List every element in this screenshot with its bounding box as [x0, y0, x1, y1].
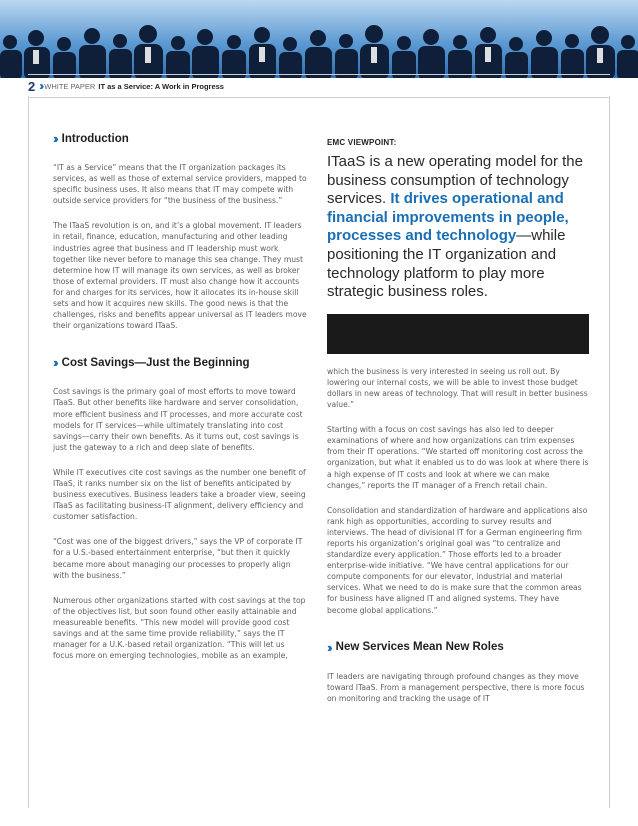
paragraph: Consolidation and standardization of hardware and applications also rank high as opportunities, according to survey results and interviews. The head of divisional IT for a German engineering firm reports his organization’s original goal was “to centralize and standardize every application.” Those efforts led to a broader enterprise-wide initiative. “We have central applications for our compute components for our elevator, industrial and material services. What we need to do is make sure that the common areas for business have aligned IT and aligned systems. They have become global applications.” [327, 505, 588, 615]
paragraph: Cost savings is the primary goal of most efforts to move toward ITaaS. But other benefits like hardware and server consolidation, more efficient business and IT processes, and more accurate cost models for IT services—while ultimately translating into cost savings—carry their own benefits. As it turns out, cost savings is just the gateway to a rich and deep slate of benefits. [53, 387, 303, 452]
double-chevron-icon: ›› [327, 639, 330, 655]
paragraph: IT leaders are navigating through profound changes as they move toward ITaaS. From a management perspective, there is more focus on monitoring and tracking the usage of IT [327, 671, 585, 703]
section-heading-cost-savings [53, 355, 307, 370]
section-heading-text: Introduction [61, 132, 129, 145]
paragraph: which the business is very interested in seeing us roll out. By lowering our internal costs, we will be able to invest those budget dollars in new areas of technology. That will result in better business value.” [327, 366, 588, 410]
viewpoint-text: —while positioning the IT organization and technology platform to play more strategic business roles. [327, 227, 566, 301]
viewpoint-text: ITaaS is a new operating model for the business consumption of technology services. [327, 153, 583, 208]
left-column [53, 131, 307, 675]
header-label: WHITE PAPER [44, 81, 96, 91]
section-heading-text: Cost Savings—Just the Beginning [61, 356, 250, 369]
frame-line-right [609, 96, 610, 808]
section-heading-new-services [327, 640, 589, 655]
section-heading-text: New Services Mean New Roles [335, 641, 504, 654]
double-chevron-icon: ›› [39, 79, 42, 93]
document-title: IT as a Service: A Work in Progress [98, 81, 224, 91]
paragraph: “Cost was one of the biggest drivers,” says the VP of corporate IT for a U.S.-based entertainment enterprise, “but then it quickly became more about managing our processes to properly align with the business.” [53, 537, 303, 580]
paragraph: Starting with a focus on cost savings has also led to deeper examinations of where and how organizations can trim expenses from their IT operations. “We started off monitoring cost across the organization, but what it enabled us to do was look at where there is a high expense of IT costs and look at where we can make changes,” reports the IT manager of a French retail chain. [327, 425, 589, 490]
double-chevron-icon: ›› [53, 355, 56, 371]
right-column [327, 138, 589, 718]
page-number: 2 [28, 78, 36, 94]
header-banner-image [0, 0, 638, 78]
paragraph: The ITaaS revolution is on, and it’s a global movement. IT leaders in retail, finance, education, manufacturing and other leading industries agree that business and IT leadership must work together like never before to manage this sea change. They must determine how IT will manage its own services, as well as broker those of external providers. IT must also change how it accounts for and charges for its services, how it allocates its in-house skill sets and how it acquires new skills. The good news is that the challenges, risks and benefits appear universal as IT leaders move their organizations toward ITaaS. [53, 221, 307, 331]
frame-line-left [28, 96, 29, 808]
paragraph: While IT executives cite cost savings as the number one benefit of ITaaS, it ranks number six on the list of benefits anticipated by business executives. Business leaders take a broader view, seeing ITaaS as facilitating business-IT alignment, delivery efficiency and customer satisfaction. [53, 467, 306, 522]
double-chevron-icon: ›› [53, 131, 56, 146]
black-bar [327, 314, 589, 354]
viewpoint-highlight: It drives operational and financial improvements in people, processes and technology [327, 190, 569, 245]
paragraph: Numerous other organizations started with cost savings at the top of the objectives list, but soon found other easily attainable and measureable benefits. “This new model will provide good cost savings and at the same time provide reliability,” says the IT manager for a U.K.-based retail organization. “This will let us focus more on emerging technologies, mobile as an example, [53, 595, 306, 661]
viewpoint-quote [327, 153, 589, 302]
paragraph: “IT as a Service” means that the IT organization packages its services, as well as those of external service providers, mapped to specific business uses. It also means that IT may compete with outside service providers for “the business of the business.” [53, 163, 307, 206]
running-header [28, 74, 610, 98]
section-heading-introduction [53, 131, 307, 146]
viewpoint-label: EMC VIEWPOINT: [327, 138, 397, 147]
